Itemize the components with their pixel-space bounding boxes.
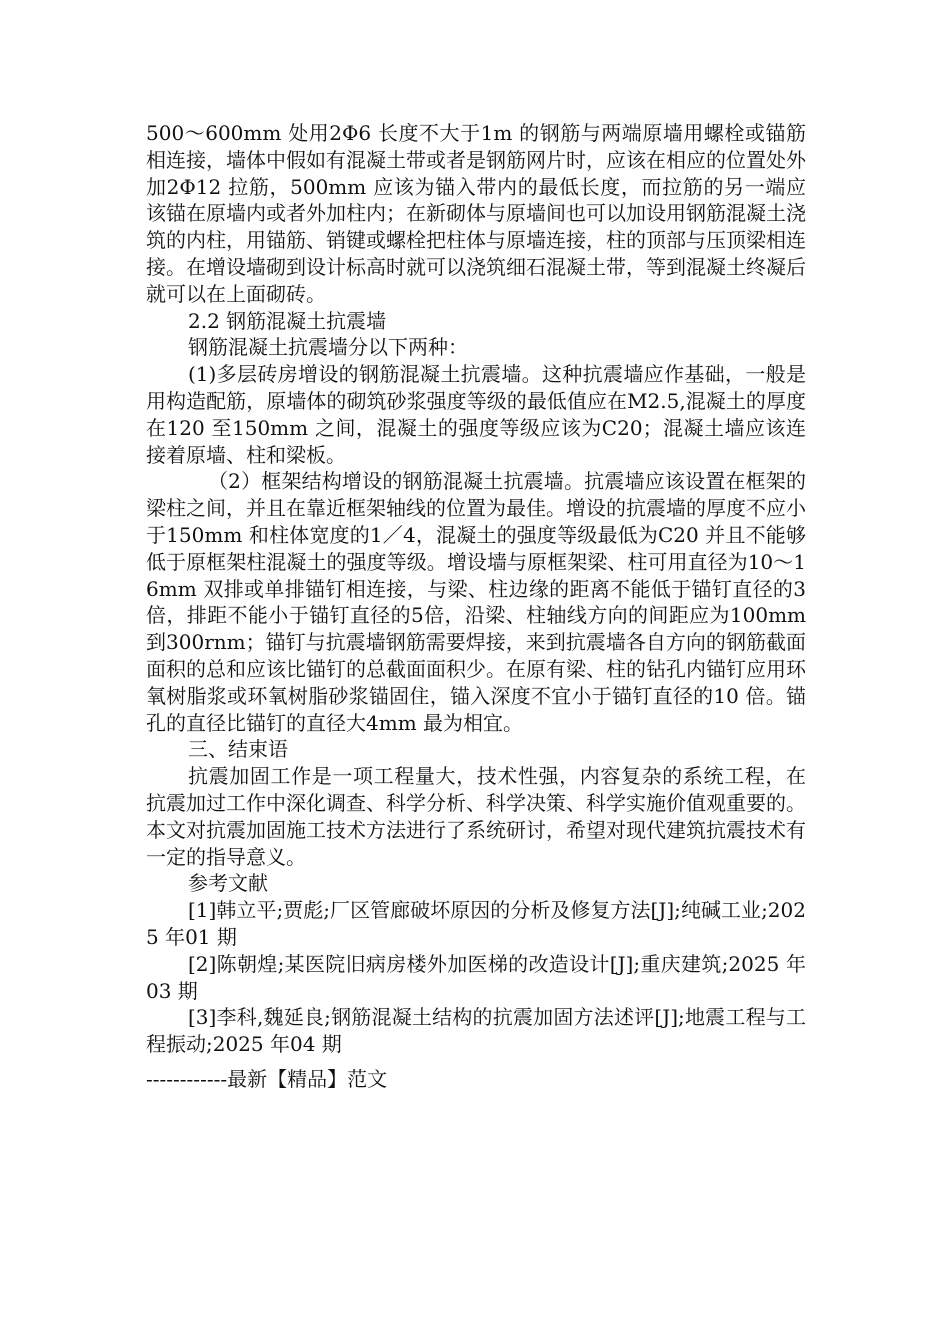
reference-item: [1]韩立平;贾彪;厂区管廊破坏原因的分析及修复方法[J];纯碱工业;2025 年01 期 — [146, 898, 806, 949]
section-heading: 三、结束语 — [188, 737, 288, 762]
body-paragraph: 钢筋混凝土抗震墙分以下两种： — [188, 335, 468, 360]
body-paragraph: （2）框架结构增设的钢筋混凝土抗震墙。抗震墙应该设置在框架的梁柱之间，并且在靠近框架轴线的位置为最佳。增设的抗震墙的厚度不应小于150mm 和柱体宽度的1／4，混凝土的强度等级最低为C20 并且不能够低于原框架柱混凝土的强度等级。增设墙与原框架梁、柱可用直径为10～16mm 双排或单排锚钉相连接，与梁、柱边缘的距离不能低于锚钉直径的3 倍，排距不能小于锚钉直径的5倍，沿梁、柱轴线方向的间距应为100mm 到300rnm；锚钉与抗震墙钢筋需要焊接，来到抗震墙各自方向的钢筋截面面积的总和应该比锚钉的总截面面积少。在原有梁、柱的钻孔内锚钉应用环氧树脂浆或环氧树脂砂浆锚固住，锚入深度不宜小于锚钉直径的10 倍。锚孔的直径比锚钉的直径大4mm 最为相宜。 — [146, 469, 806, 735]
body-paragraph: (1)多层砖房增设的钢筋混凝土抗震墙。这种抗震墙应作基础，一般是用构造配筋，原墙体的砌筑砂浆强度等级的最低值应在M2.5,混凝土的厚度在120 至150mm 之间，混凝土的强度等级应该为C20；混凝土墙应该连接着原墙、柱和梁板。 — [146, 362, 806, 467]
reference-item: [3]李科,魏延良;钢筋混凝土结构的抗震加固方法述评[J];地震工程与工程振动;2025 年04 期 — [146, 1005, 806, 1057]
body-paragraph: 抗震加固工作是一项工程量大，技术性强，内容复杂的系统工程，在抗震加过工作中深化调查、科学分析、科学决策、科学实施价值观重要的。本文对抗震加固施工技术方法进行了系统研讨，希望对现代建筑抗震技术有一定的指导意义。 — [146, 764, 806, 869]
document-body — [146, 120, 806, 1058]
references-heading: 参考文献 — [188, 871, 268, 896]
section-heading: 2.2 钢筋混凝土抗震墙 — [188, 308, 387, 333]
body-paragraph: 500～600mm 处用2Φ6 长度不大于1m 的钢筋与两端原墙用螺栓或锚筋相连接，墙体中假如有混凝土带或者是钢筋网片时，应该在相应的位置处外加2Φ12 拉筋，500mm 应该为锚入带内的最低长度，而拉筋的另一端应该锚在原墙内或者外加柱内；在新砌体与原墙间也可以加设用钢筋混凝土浇筑的内柱，用锚筋、销键或螺栓把柱体与原墙连接，柱的顶部与压顶梁相连接。在增设墙砌到设计标高时就可以浇筑细石混凝土带，等到混凝土终凝后就可以在上面砌砖。 — [146, 121, 806, 306]
page-footer: ------------最新【精品】范文 — [146, 1067, 388, 1091]
reference-item: [2]陈朝煌;某医院旧病房楼外加医梯的改造设计[J];重庆建筑;2025 年03 期 — [146, 951, 806, 1003]
